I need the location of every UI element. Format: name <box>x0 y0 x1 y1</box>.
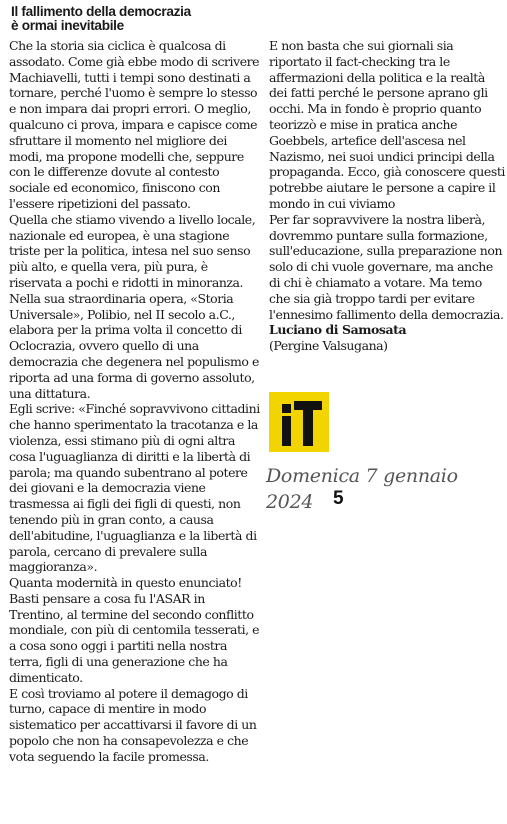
page-number: 5 <box>333 488 344 509</box>
article-paragraph: Che la storia sia ciclica è qualcosa di assodato. Come già ebbe modo di scrivere Machiavelli, tutti i tempi sono destinati a tornare, perché l'uomo è sempre lo stesso e non impara dai propri errori. O meglio, qualcuno ci prova, impara e capisce come sfruttare il momento nel migliore dei modi, ma propone modelli che, seppure con le differenze dovute al contesto sociale ed economico, finiscono con l'essere ripetizioni del passato. <box>9 38 260 211</box>
headline-line-2: è ormai inevitabile <box>11 18 124 33</box>
article-headline <box>11 5 261 33</box>
issue-date-line-2: 2024 <box>266 491 314 513</box>
logo-t-stem <box>303 410 313 446</box>
article-paragraph: E non basta che sui giornali sia riportato il fact-checking tra le affermazioni della politica e la realtà dei fatti perché le persone aprano gli occhi. Ma in fondo è proprio quanto teorizzò e mise in pratica anche Goebbels, artefice dell'ascesa nel Nazismo, nei suoi undici principi della propaganda. Ecco, già conoscere questi potrebbe aiutare le persone a capire il mondo in cui viviamo <box>269 38 505 211</box>
article-paragraph: Quella che stiamo vivendo a livello locale, nazionale ed europea, è una stagione triste per la politica, intesa nel suo senso più alto, e quella vera, più pura, è riservata a pochi e ridotti in minoranza. Nella sua straordinaria opera, «Storia Universale», Polibio, nel II secolo a.C., elabora per la prima volta il concetto di Oclocrazia, ovvero quello di una democrazia che degenera nel populismo e riporta ad una forma di governo assoluto, una dittatura. <box>9 211 259 401</box>
article-paragraph: Egli scrive: «Finché sopravvivono cittadini che hanno sperimentato la tracotanza e la violenza, essi stimano più di ogni altra cosa l'uguaglianza di diritti e la libertà di parola; ma quando subentrano al potere dei giovani e la democrazia viene trasmessa ai figli dei figli di questi, non tenendo più in gran conto, a causa dell'abitudine, l'uguaglianza e la libertà di parola, cercano di prevalere sulla maggioranza». <box>9 401 260 575</box>
newspaper-logo <box>269 392 329 452</box>
logo-i-dot <box>282 404 291 413</box>
author-signature: Luciano di Samosata <box>269 322 407 338</box>
article-column-left <box>9 38 261 765</box>
author-location: (Pergine Valsugana) <box>269 338 388 354</box>
issue-date-line-1: Domenica 7 gennaio <box>266 465 458 487</box>
article-column-right <box>269 38 505 354</box>
logo-i-stem <box>282 416 291 446</box>
issue-date <box>266 463 476 515</box>
article-paragraph: E così troviamo al potere il demagogo di turno, capace di mentire in modo sistematico per accattivarsi il favore di un popolo che non ha consapevolezza e che vota seguendo la facile promessa. <box>9 685 257 764</box>
article-paragraph: Per far sopravvivere la nostra liberà, dovremmo puntare sulla formazione, sull'educazione, sulla preparazione non solo di chi vuole governare, ma anche di chi è chiamato a votare. Ma temo che sia già troppo tardi per evitare l'ennesimo fallimento della democrazia. <box>269 211 504 322</box>
article-paragraph: Quanta modernità in questo enunciato! Basti pensare a cosa fu l'ASAR in Trentino, al termine del secondo conflitto mondiale, con più di centomila tesserati, e a cosa sono oggi i partiti nella nostra terra, figli di una generazione che ha dimenticato. <box>9 575 260 685</box>
headline-line-1: Il fallimento della democrazia <box>11 4 191 19</box>
logo-t-bar <box>294 401 322 410</box>
